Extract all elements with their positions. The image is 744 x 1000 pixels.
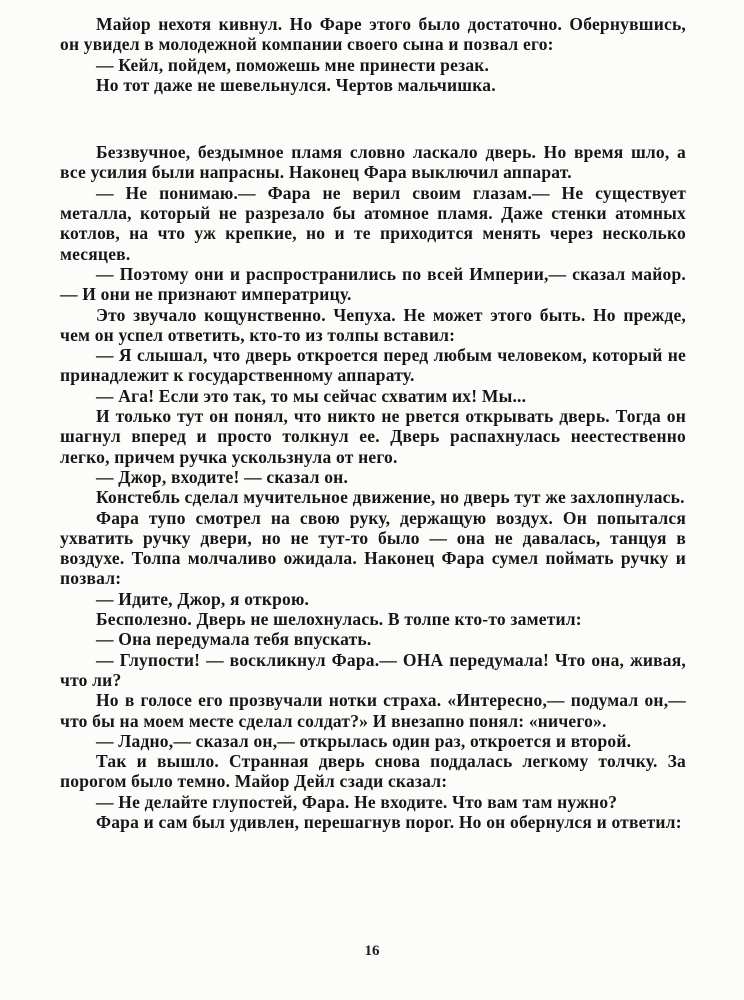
text-section-2 [60, 142, 686, 832]
paragraph: — Ладно,— сказал он,— открылась один раз, откроется и второй. [96, 730, 632, 751]
paragraph: — Не понимаю.— Фара не верил своим глазам.— Не существует металла, который не разрезало бы атомное пламя. Даже стенки атомных котлов, на что уж крепкие, но и те приходится менять через несколько месяцев. [60, 182, 686, 264]
paragraph: — Она передумала тебя впускать. [96, 629, 372, 650]
paragraph: Беззвучное, бездымное пламя словно ласкало дверь. Но время шло, а все усилия были напрасны. Наконец Фара выключил аппарат. [60, 142, 686, 183]
text-section-1 [60, 14, 686, 95]
text-area [60, 14, 686, 832]
paragraph: — Глупости! — воскликнул Фара.— ОНА передумала! Что она, живая, что ли? [60, 649, 686, 690]
paragraph: Так и вышло. Странная дверь снова поддалась легкому толчку. За порогом было темно. Майор Дейл сзади сказал: [60, 751, 686, 792]
paragraph: — Поэтому они и распространились по всей Империи,— сказал майор.— И они не признают императрицу. [60, 263, 686, 305]
paragraph: Фара и сам был удивлен, перешагнув порог. Но он обернулся и ответил: [96, 811, 682, 832]
paragraph: — Ага! Если это так, то мы сейчас схватим их! Мы... [96, 385, 527, 406]
paragraph: Бесполезно. Дверь не шелохнулась. В толпе кто-то заметил: [96, 609, 582, 630]
paragraph: — Идите, Джор, я открою. [96, 588, 310, 609]
paragraph: Фара тупо смотрел на свою руку, держащую воздух. Он попытался ухватить ручку двери, но не тут-то было — она не давалась, танцуя в воздухе. Толпа молчаливо ожидала. Наконец Фара сумел поймать ручку и позвал: [60, 507, 686, 589]
paragraph: Это звучало кощунственно. Чепуха. Не может этого быть. Но прежде, чем он успел ответить, кто-то из толпы вставил: [60, 304, 686, 345]
paragraph: — Джор, входите! — сказал он. [96, 466, 349, 487]
paragraph: Но тот даже не шевельнулся. Чертов мальчишка. [96, 74, 496, 95]
paragraph: И только тут он понял, что никто не рвется открывать дверь. Тогда он шагнул вперед и просто толкнул ее. Дверь распахнулась неестественно легко, причем ручка ускользнула от него. [60, 406, 686, 467]
paragraph: Но в голосе его прозвучали нотки страха. «Интересно,— подумал он,— что бы на моем месте сделал солдат?» И внезапно понял: «ничего». [60, 690, 686, 731]
page-number: 16 [364, 943, 380, 959]
paragraph: — Я слышал, что дверь откроется перед любым человеком, который не принадлежит к государственному аппарату. [60, 345, 686, 386]
paragraph: — Кейл, пойдем, поможешь мне принести резак. [96, 54, 490, 75]
paragraph: Констебль сделал мучительное движение, но дверь тут же захлопнулась. [96, 487, 685, 508]
paragraph: Майор нехотя кивнул. Но Фаре этого было достаточно. Обернувшись, он увидел в молодежной компании своего сына и позвал его: [60, 14, 686, 55]
paragraph: — Не делайте глупостей, Фара. Не входите. Что вам там нужно? [96, 791, 618, 812]
